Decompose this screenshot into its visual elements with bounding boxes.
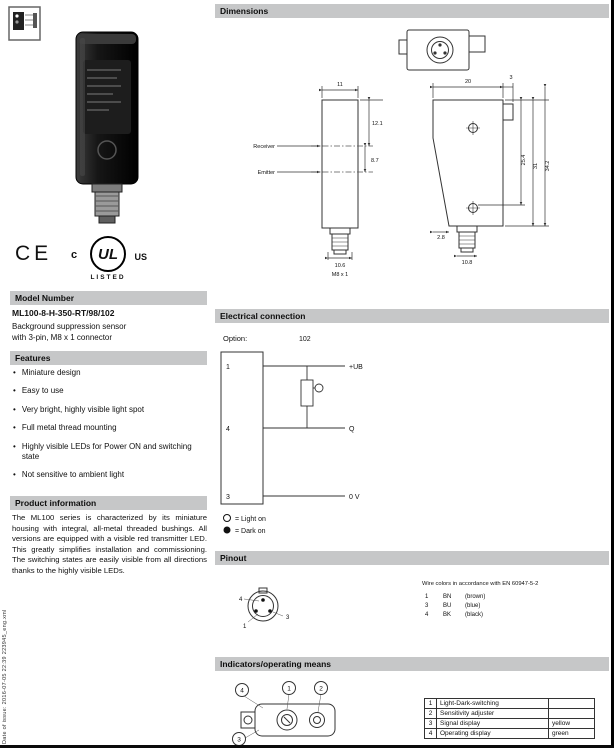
callout-4: 4 — [240, 687, 244, 695]
feature-item — [13, 405, 205, 415]
ul-c-label: c — [71, 249, 78, 261]
dim-emitter-offset: 8.7 — [371, 158, 379, 164]
electrical-connection-diagram — [215, 328, 609, 543]
sensor-rear-view — [241, 704, 335, 736]
dim-tab-width: 3 — [509, 75, 513, 81]
q-label: Q — [349, 426, 355, 433]
section-header-pinout: Pinout — [215, 551, 609, 565]
section-header-product-information: Product information — [10, 496, 207, 510]
bullet-icon: • — [13, 441, 16, 451]
zero-v-label: 0 V — [349, 494, 360, 501]
dim-depth3: 34.2 — [545, 160, 551, 172]
feature-item — [13, 423, 205, 433]
ul-us-label: US — [134, 252, 147, 262]
feature-text: Very bright, highly visible light spot — [21, 404, 145, 414]
feature-text: Full metal thread mounting — [21, 423, 117, 433]
dim-depth2: 31 — [533, 162, 539, 170]
row-label: Light-Dark-switching — [437, 699, 549, 709]
feature-text: Easy to use — [21, 386, 64, 396]
bullet-icon: • — [13, 386, 16, 396]
feature-item — [13, 470, 205, 480]
wire-color: (black) — [465, 612, 484, 618]
wire-pin: 1 — [425, 594, 429, 600]
features-list — [13, 368, 205, 489]
wire-code: BK — [443, 612, 452, 618]
wire-colors-note: Wire colors in accordance with EN 60947-5-2 — [422, 581, 539, 587]
pinout-diagram — [215, 570, 609, 652]
section-header-model-number: Model Number — [10, 291, 207, 305]
row-number: 2 — [425, 709, 437, 719]
row-label: Sensitivity adjuster — [437, 709, 549, 719]
receiver-label: Receiver — [253, 144, 275, 150]
table-row — [425, 709, 595, 719]
sensor-glyph — [13, 12, 24, 30]
section-header-indicators: Indicators/operating means — [215, 657, 609, 671]
light-on-icon — [224, 515, 231, 522]
callout-3: 3 — [237, 736, 241, 744]
feature-item — [13, 386, 205, 396]
feature-text: Highly visible LEDs for Power ON and switching state — [21, 441, 192, 461]
product-category-icon — [8, 6, 42, 42]
bullet-icon: • — [13, 404, 16, 414]
ul-logo-text: UL — [98, 245, 118, 263]
emitter-label: Emitter — [257, 170, 275, 176]
wire-code: BN — [443, 594, 452, 600]
option-value: 102 — [299, 336, 311, 343]
row-value — [549, 699, 595, 709]
indicators-table — [424, 698, 595, 739]
table-row — [425, 729, 595, 739]
product-photo — [56, 26, 156, 238]
wire-pin: 4 — [425, 612, 429, 618]
ul-mark — [71, 236, 147, 281]
dim-connector-height: 10.6 — [334, 263, 346, 269]
section-header-electrical-connection: Electrical connection — [215, 309, 609, 323]
bullet-icon: • — [13, 368, 16, 377]
table-row — [425, 699, 595, 709]
ul-listed-label: LISTED — [90, 274, 126, 281]
dim-base: 2.8 — [437, 235, 445, 241]
row-number: 3 — [425, 719, 437, 729]
pinout-pin-label-1: 1 — [243, 624, 247, 630]
top-view — [399, 30, 485, 70]
indicators-drawing — [215, 678, 420, 748]
section-header-dimensions: Dimensions — [215, 4, 609, 18]
wire-pin: 3 — [425, 603, 429, 609]
ub-label: +UB — [349, 364, 363, 371]
model-description-line1: Background suppression sensor — [12, 322, 127, 331]
row-value — [549, 709, 595, 719]
row-label: Signal display — [437, 719, 549, 729]
wire-color: (blue) — [465, 603, 481, 609]
callout-2: 2 — [319, 685, 323, 693]
pinout-pin-label-4: 4 — [239, 597, 243, 603]
callout-1: 1 — [287, 685, 291, 693]
legend-light-on: = Light on — [235, 516, 266, 523]
bullet-icon: • — [13, 470, 16, 480]
dim-side-width: 20 — [464, 79, 472, 85]
row-number: 4 — [425, 729, 437, 739]
feature-item — [13, 368, 205, 378]
bullet-icon: • — [13, 423, 16, 433]
model-number: ML100-8-H-350-RT/98/102 — [12, 308, 115, 318]
dark-on-icon — [224, 527, 231, 534]
feature-text: Not sensitive to ambient light — [21, 470, 125, 480]
table-row — [425, 719, 595, 729]
connector-face — [248, 588, 278, 621]
dim-depth1: 25.4 — [521, 154, 527, 166]
pinout-pin-label-3: 3 — [286, 615, 290, 621]
dim-front-width: 11 — [337, 82, 343, 88]
row-number: 1 — [425, 699, 437, 709]
row-label: Operating display — [437, 729, 549, 739]
pin-number-1: 1 — [226, 364, 230, 371]
date-of-issue-note: Date of issue: 2016-07-05 22:39 223945_eng.xml — [2, 609, 8, 744]
feature-text: Miniature design — [21, 368, 81, 377]
legend-dark-on: = Dark on — [235, 528, 266, 535]
wire-color: (brown) — [465, 594, 486, 600]
wire-code: BU — [443, 603, 452, 609]
pin-number-4: 4 — [226, 426, 230, 433]
option-label: Option: — [223, 334, 248, 343]
dim-connector-width: 10.8 — [461, 260, 473, 266]
model-description-line2: with 3-pin, M8 x 1 connector — [12, 333, 113, 342]
dim-thread: M8 x 1 — [331, 272, 349, 278]
feature-item — [13, 442, 205, 463]
ce-mark: CE — [15, 242, 53, 265]
front-view — [322, 100, 358, 254]
ul-logo — [90, 236, 126, 272]
side-view — [433, 100, 513, 252]
row-value: yellow — [549, 719, 595, 729]
pin-number-3: 3 — [226, 494, 230, 501]
dimensions-drawing — [215, 20, 609, 306]
row-value: green — [549, 729, 595, 739]
product-information-text: The ML100 series is characterized by its miniature housing with integral, all-metal threaded bushings. All versions are equipped with a visible red transmitter LED. This greatly simplifies installation and commissioning. The switching states are easily visible from all directions thanks to the highly visible LEDs. — [12, 513, 207, 575]
section-header-features: Features — [10, 351, 207, 365]
dim-receiver-offset: 12.1 — [372, 121, 383, 127]
